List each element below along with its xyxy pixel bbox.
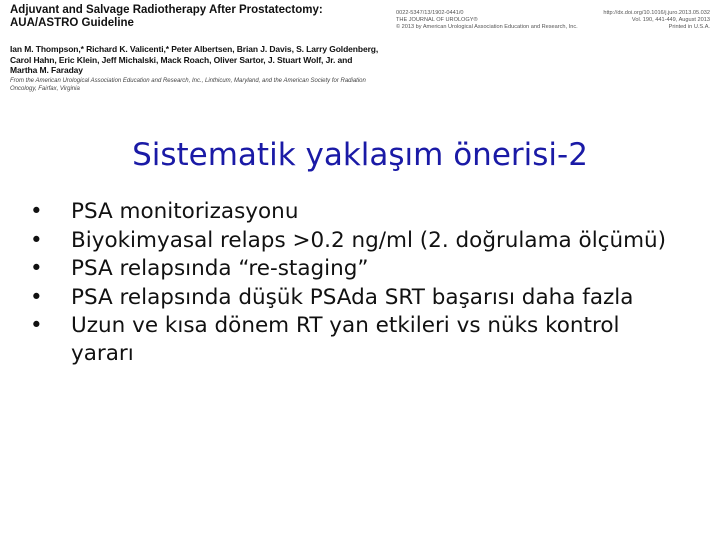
meta-line: THE JOURNAL OF UROLOGY® — [396, 17, 478, 24]
bullet-dot: • — [30, 256, 43, 281]
meta-line: Printed in U.S.A. — [668, 24, 710, 31]
paper-meta-right — [602, 10, 710, 32]
paper-meta-left — [396, 10, 578, 32]
paper-affiliation: From the American Urological Association Education and Research, Inc., Linthicum, Maryland, and the American Society for Radiation Oncology, Fairfax, Virginia — [10, 78, 366, 92]
bullet-item — [30, 198, 680, 226]
bullet-list — [30, 198, 680, 368]
bullet-item — [30, 255, 680, 283]
paper-authors: Ian M. Thompson,* Richard K. Valicenti,* Peter Albertsen, Brian J. Davis, S. Larry Goldenberg, Carol Hahn, Eric Klein, Jeff Michalski, Mack Roach, Oliver Sartor, J. Stuart Wolf, Jr. and Martha M. Faraday — [10, 44, 379, 75]
bullet-text: PSA relapsında “re-staging” — [71, 256, 369, 281]
bullet-dot: • — [30, 227, 43, 253]
meta-line: http://dx.doi.org/10.1016/j.juro.2013.05.032 — [603, 10, 710, 16]
bullet-text: Uzun ve kısa dönem RT yan etkileri vs nüks kontrol yararı — [71, 313, 620, 366]
slide-title: Sistematik yaklaşım önerisi-2 — [132, 136, 588, 173]
bullet-text: PSA relapsında düşük PSAda SRT başarısı daha fazla — [71, 284, 634, 310]
paper-title: Adjuvant and Salvage Radiotherapy After Prostatectomy: AUA/ASTRO Guideline — [10, 4, 323, 29]
bullet-text: Biyokimyasal relaps >0.2 ng/ml (2. doğrulama ölçümü) — [71, 227, 667, 253]
bullet-dot: • — [30, 284, 43, 310]
paper-header-image — [6, 4, 714, 96]
bullet-item — [30, 227, 680, 255]
bullet-text: PSA monitorizasyonu — [71, 199, 299, 224]
bullet-dot: • — [30, 313, 43, 338]
bullet-dot: • — [30, 199, 43, 224]
meta-line: 0022-5347/13/1902-0441/0 — [396, 10, 464, 16]
bullet-item — [30, 284, 680, 312]
meta-line: Vol. 190, 441-449, August 2013 — [631, 17, 710, 24]
bullet-item — [30, 312, 680, 367]
meta-line: © 2013 by American Urological Association Education and Research, Inc. — [396, 24, 578, 31]
